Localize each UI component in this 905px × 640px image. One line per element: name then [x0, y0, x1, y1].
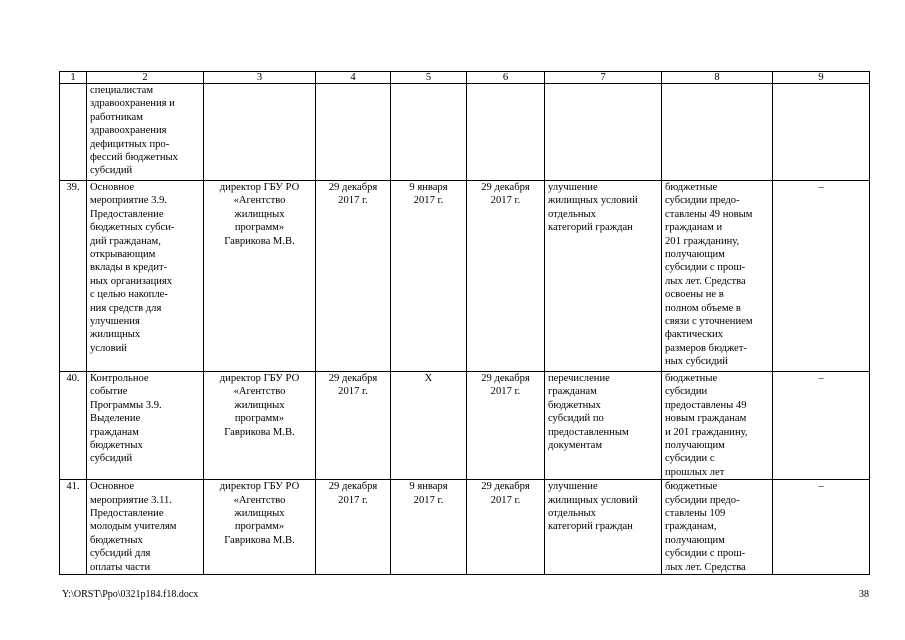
expected-result: перечисление гражданам бюджетных субсидий по предоставленным документам	[545, 372, 662, 480]
actual-result: бюджетные субсидии предо- ставлены 49 новым гражданам и 201 гражданину, получающим субсидии с прош- лых лет. Средства освоены не в полном объеме в связи с уточнением фактических размеров бюджет- ных субсидий	[662, 181, 773, 372]
table-row	[60, 480, 870, 575]
start-date	[391, 84, 467, 181]
end-date: 29 декабря 2017 г.	[467, 372, 545, 480]
table-row	[60, 372, 870, 480]
plan-date: 29 декабря 2017 г.	[316, 372, 391, 480]
event-name: специалистам здравоохранения и работникам здравоохранения дефицитных про- фессий бюджетных субсидий	[87, 84, 204, 181]
column-number-row	[60, 72, 870, 84]
table-row	[60, 181, 870, 372]
start-date: 9 января 2017 г.	[391, 181, 467, 372]
end-date: 29 декабря 2017 г.	[467, 480, 545, 575]
page-number: 38	[859, 589, 869, 600]
start-date: 9 января 2017 г.	[391, 480, 467, 575]
plan-date	[316, 84, 391, 181]
column-header: 4	[316, 72, 391, 84]
expected-result: улучшение жилищных условий отдельных категорий граждан	[545, 181, 662, 372]
event-name: Основное мероприятие 3.11. Предоставление молодым учителям бюджетных субсидий для оплаты части	[87, 480, 204, 575]
actual-result: бюджетные субсидии предо- ставлены 109 гражданам, получающим субсидии с прош- лых лет. Средства	[662, 480, 773, 575]
end-date	[467, 84, 545, 181]
column-header: 5	[391, 72, 467, 84]
row-number	[60, 84, 87, 181]
problems: –	[773, 372, 870, 480]
actual-result: бюджетные субсидии предоставлены 49 новым гражданам и 201 гражданину, получающим субсидии с прошлых лет	[662, 372, 773, 480]
row-number: 40.	[60, 372, 87, 480]
column-header: 1	[60, 72, 87, 84]
responsible: директор ГБУ РО «Агентство жилищных программ» Гаврикова М.В.	[204, 181, 316, 372]
expected-result	[545, 84, 662, 181]
column-header: 6	[467, 72, 545, 84]
problems	[773, 84, 870, 181]
plan-date: 29 декабря 2017 г.	[316, 181, 391, 372]
column-header: 2	[87, 72, 204, 84]
row-number: 39.	[60, 181, 87, 372]
report-table	[59, 71, 870, 575]
column-header: 9	[773, 72, 870, 84]
expected-result: улучшение жилищных условий отдельных категорий граждан	[545, 480, 662, 575]
event-name: Контрольное событие Программы 3.9. Выделение гражданам бюджетных субсидий	[87, 372, 204, 480]
plan-date: 29 декабря 2017 г.	[316, 480, 391, 575]
problems: –	[773, 480, 870, 575]
column-header: 3	[204, 72, 316, 84]
problems: –	[773, 181, 870, 372]
actual-result	[662, 84, 773, 181]
responsible	[204, 84, 316, 181]
column-header: 7	[545, 72, 662, 84]
table-row	[60, 84, 870, 181]
file-path-footer: Y:\ORST\Ppo\0321p184.f18.docx	[62, 589, 199, 600]
event-name: Основное мероприятие 3.9. Предоставление бюджетных субси- дий гражданам, открывающим вклады в кредит- ных организациях с целью накопле- ния средств для улучшения жилищных условий	[87, 181, 204, 372]
responsible: директор ГБУ РО «Агентство жилищных программ» Гаврикова М.В.	[204, 372, 316, 480]
end-date: 29 декабря 2017 г.	[467, 181, 545, 372]
responsible: директор ГБУ РО «Агентство жилищных программ» Гаврикова М.В.	[204, 480, 316, 575]
start-date: Х	[391, 372, 467, 480]
column-header: 8	[662, 72, 773, 84]
row-number: 41.	[60, 480, 87, 575]
